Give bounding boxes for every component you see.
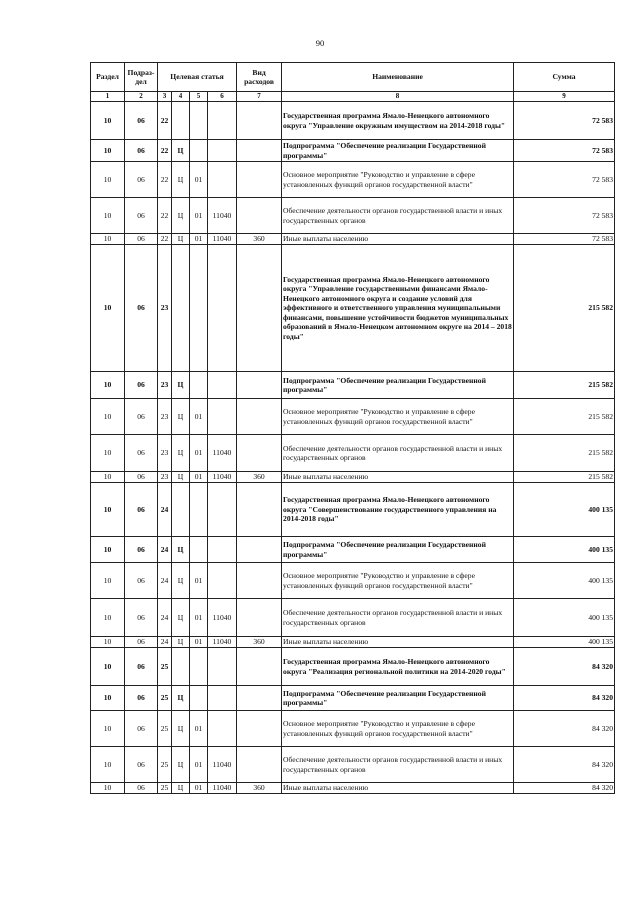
direction-code-cell: 11040: [208, 435, 237, 472]
razdel-cell: 10: [91, 637, 125, 648]
event-code-cell: 01: [190, 472, 208, 483]
podrazdel-cell: 06: [125, 472, 158, 483]
event-code-cell: [190, 483, 208, 537]
program-code-cell: 24: [158, 599, 172, 637]
program-code-cell: 23: [158, 245, 172, 372]
program-code-cell: 22: [158, 140, 172, 162]
podrazdel-cell: 06: [125, 783, 158, 794]
program-code-cell: 24: [158, 537, 172, 563]
sum-cell: 215 582: [514, 472, 615, 483]
table-row: [91, 162, 615, 198]
header-name: Наименование: [282, 63, 514, 92]
subprogram-code-cell: [172, 245, 190, 372]
sum-cell: 215 582: [514, 399, 615, 435]
subprogram-code-cell: Ц: [172, 162, 190, 198]
event-code-cell: 01: [190, 162, 208, 198]
direction-code-cell: [208, 372, 237, 399]
podrazdel-cell: 06: [125, 162, 158, 198]
sum-cell: 72 583: [514, 140, 615, 162]
expense-type-cell: [237, 140, 282, 162]
program-code-cell: 22: [158, 102, 172, 140]
table-row: [91, 472, 615, 483]
event-code-cell: 01: [190, 637, 208, 648]
program-code-cell: 25: [158, 747, 172, 783]
podrazdel-cell: 06: [125, 399, 158, 435]
subprogram-code-cell: Ц: [172, 399, 190, 435]
razdel-cell: 10: [91, 372, 125, 399]
name-cell: Основное мероприятие "Руководство и управление в сфере установленных функций органов государственной власти": [282, 399, 514, 435]
razdel-cell: 10: [91, 472, 125, 483]
sum-cell: 84 320: [514, 711, 615, 747]
name-cell: Иные выплаты населению: [282, 783, 514, 794]
podrazdel-cell: 06: [125, 686, 158, 711]
direction-code-cell: [208, 245, 237, 372]
name-cell: Государственная программа Ямало-Ненецкого автономного округа "Реализация региональной политики на 2014-2020 годы": [282, 648, 514, 686]
expense-type-cell: [237, 245, 282, 372]
podrazdel-cell: 06: [125, 711, 158, 747]
event-code-cell: 01: [190, 198, 208, 234]
direction-code-cell: [208, 537, 237, 563]
program-code-cell: 23: [158, 435, 172, 472]
program-code-cell: 25: [158, 783, 172, 794]
razdel-cell: 10: [91, 648, 125, 686]
direction-code-cell: [208, 162, 237, 198]
podrazdel-cell: 06: [125, 483, 158, 537]
subprogram-code-cell: Ц: [172, 140, 190, 162]
razdel-cell: 10: [91, 162, 125, 198]
event-code-cell: 01: [190, 599, 208, 637]
column-number: 4: [172, 92, 190, 102]
expense-type-cell: [237, 537, 282, 563]
razdel-cell: 10: [91, 537, 125, 563]
name-cell: Обеспечение деятельности органов государственной власти и иных государственных органов: [282, 435, 514, 472]
razdel-cell: 10: [91, 245, 125, 372]
expense-type-cell: 360: [237, 472, 282, 483]
expense-type-cell: 360: [237, 234, 282, 245]
table-row: [91, 537, 615, 563]
header-podrazdel: Подраз-дел: [125, 63, 158, 92]
header-sum: Сумма: [514, 63, 615, 92]
podrazdel-cell: 06: [125, 234, 158, 245]
razdel-cell: 10: [91, 102, 125, 140]
direction-code-cell: [208, 563, 237, 599]
podrazdel-cell: 06: [125, 599, 158, 637]
program-code-cell: 23: [158, 399, 172, 435]
sum-cell: 400 135: [514, 483, 615, 537]
event-code-cell: [190, 140, 208, 162]
sum-cell: 400 135: [514, 563, 615, 599]
direction-code-cell: [208, 648, 237, 686]
name-cell: Государственная программа Ямало-Ненецкого автономного округа "Управление государственными финансами Ямало-Ненецкого автономного округа и создание условий для эффективного и ответственного управления муниципальными финансами, повышение устойчивости бюджетов муниципальных образований в Ямало-Ненецком автономном округе на 2014 – 2018 годы": [282, 245, 514, 372]
direction-code-cell: [208, 102, 237, 140]
podrazdel-cell: 06: [125, 637, 158, 648]
subprogram-code-cell: Ц: [172, 537, 190, 563]
expense-type-cell: [237, 435, 282, 472]
header-razdel: Раздел: [91, 63, 125, 92]
expense-type-cell: [237, 162, 282, 198]
event-code-cell: 01: [190, 711, 208, 747]
subprogram-code-cell: Ц: [172, 234, 190, 245]
event-code-cell: [190, 537, 208, 563]
razdel-cell: 10: [91, 399, 125, 435]
subprogram-code-cell: Ц: [172, 783, 190, 794]
sum-cell: 84 320: [514, 783, 615, 794]
table-row: [91, 399, 615, 435]
sum-cell: 84 320: [514, 686, 615, 711]
program-code-cell: 24: [158, 637, 172, 648]
event-code-cell: [190, 372, 208, 399]
expense-type-cell: [237, 102, 282, 140]
program-code-cell: 22: [158, 198, 172, 234]
razdel-cell: 10: [91, 435, 125, 472]
column-number: 8: [282, 92, 514, 102]
name-cell: Основное мероприятие "Руководство и управление в сфере установленных функций органов государственной власти": [282, 563, 514, 599]
subprogram-code-cell: Ц: [172, 372, 190, 399]
name-cell: Иные выплаты населению: [282, 234, 514, 245]
table-row: [91, 563, 615, 599]
razdel-cell: 10: [91, 198, 125, 234]
table-row: [91, 747, 615, 783]
subprogram-code-cell: Ц: [172, 599, 190, 637]
direction-code-cell: 11040: [208, 747, 237, 783]
expense-type-cell: [237, 483, 282, 537]
podrazdel-cell: 06: [125, 372, 158, 399]
program-code-cell: 23: [158, 372, 172, 399]
table-header-row: [91, 63, 615, 92]
expense-type-cell: [237, 563, 282, 599]
sum-cell: 84 320: [514, 747, 615, 783]
event-code-cell: [190, 648, 208, 686]
expense-type-cell: [237, 399, 282, 435]
subprogram-code-cell: Ц: [172, 686, 190, 711]
sum-cell: 84 320: [514, 648, 615, 686]
direction-code-cell: [208, 483, 237, 537]
page-number: 90: [315, 38, 325, 48]
column-number: 7: [237, 92, 282, 102]
direction-code-cell: 11040: [208, 599, 237, 637]
event-code-cell: 01: [190, 747, 208, 783]
razdel-cell: 10: [91, 747, 125, 783]
direction-code-cell: [208, 686, 237, 711]
table-row: [91, 648, 615, 686]
subprogram-code-cell: Ц: [172, 637, 190, 648]
column-number: 2: [125, 92, 158, 102]
direction-code-cell: 11040: [208, 472, 237, 483]
program-code-cell: 24: [158, 483, 172, 537]
event-code-cell: 01: [190, 234, 208, 245]
subprogram-code-cell: [172, 648, 190, 686]
direction-code-cell: [208, 711, 237, 747]
column-number: 3: [158, 92, 172, 102]
column-number: 6: [208, 92, 237, 102]
column-number: 9: [514, 92, 615, 102]
event-code-cell: [190, 686, 208, 711]
sum-cell: 400 135: [514, 537, 615, 563]
podrazdel-cell: 06: [125, 198, 158, 234]
expense-type-cell: [237, 648, 282, 686]
table-row: [91, 711, 615, 747]
sum-cell: 215 582: [514, 435, 615, 472]
expense-type-cell: [237, 747, 282, 783]
expense-type-cell: 360: [237, 783, 282, 794]
expense-type-cell: [237, 372, 282, 399]
direction-code-cell: [208, 140, 237, 162]
event-code-cell: [190, 102, 208, 140]
name-cell: Иные выплаты населению: [282, 637, 514, 648]
sum-cell: 400 135: [514, 599, 615, 637]
razdel-cell: 10: [91, 783, 125, 794]
podrazdel-cell: 06: [125, 563, 158, 599]
name-cell: Иные выплаты населению: [282, 472, 514, 483]
name-cell: Государственная программа Ямало-Ненецкого автономного округа "Совершенствование государственного управления на 2014-2018 годы": [282, 483, 514, 537]
razdel-cell: 10: [91, 140, 125, 162]
table-row: [91, 234, 615, 245]
table-row: [91, 140, 615, 162]
razdel-cell: 10: [91, 563, 125, 599]
podrazdel-cell: 06: [125, 102, 158, 140]
sum-cell: 72 583: [514, 102, 615, 140]
sum-cell: 215 582: [514, 245, 615, 372]
name-cell: Подпрограмма "Обеспечение реализации Государственной программы": [282, 537, 514, 563]
header-expense-type: Вид расходов: [237, 63, 282, 92]
podrazdel-cell: 06: [125, 140, 158, 162]
table-row: [91, 637, 615, 648]
subprogram-code-cell: [172, 102, 190, 140]
program-code-cell: 25: [158, 648, 172, 686]
table-row: [91, 245, 615, 372]
table-row: [91, 198, 615, 234]
sum-cell: 400 135: [514, 637, 615, 648]
table-row: [91, 599, 615, 637]
name-cell: Государственная программа Ямало-Ненецкого автономного округа "Управление окружным имуществом на 2014-2018 годы": [282, 102, 514, 140]
expense-type-cell: [237, 711, 282, 747]
name-cell: Основное мероприятие "Руководство и управление в сфере установленных функций органов государственной власти": [282, 162, 514, 198]
name-cell: Основное мероприятие "Руководство и управление в сфере установленных функций органов государственной власти": [282, 711, 514, 747]
sum-cell: 72 583: [514, 162, 615, 198]
sum-cell: 72 583: [514, 198, 615, 234]
program-code-cell: 22: [158, 162, 172, 198]
table-row: [91, 783, 615, 794]
table-row: [91, 102, 615, 140]
podrazdel-cell: 06: [125, 747, 158, 783]
column-number-row: [91, 92, 615, 102]
name-cell: Подпрограмма "Обеспечение реализации Государственной программы": [282, 140, 514, 162]
name-cell: Подпрограмма "Обеспечение реализации Государственной программы": [282, 686, 514, 711]
direction-code-cell: 11040: [208, 637, 237, 648]
name-cell: Обеспечение деятельности органов государственной власти и иных государственных органов: [282, 198, 514, 234]
podrazdel-cell: 06: [125, 245, 158, 372]
subprogram-code-cell: Ц: [172, 435, 190, 472]
sum-cell: 215 582: [514, 372, 615, 399]
razdel-cell: 10: [91, 234, 125, 245]
table-row: [91, 483, 615, 537]
subprogram-code-cell: Ц: [172, 198, 190, 234]
subprogram-code-cell: Ц: [172, 563, 190, 599]
event-code-cell: 01: [190, 563, 208, 599]
subprogram-code-cell: Ц: [172, 711, 190, 747]
budget-table: [90, 62, 615, 794]
table-row: [91, 686, 615, 711]
razdel-cell: 10: [91, 483, 125, 537]
table-row: [91, 435, 615, 472]
direction-code-cell: 11040: [208, 198, 237, 234]
event-code-cell: [190, 245, 208, 372]
razdel-cell: 10: [91, 686, 125, 711]
direction-code-cell: 11040: [208, 234, 237, 245]
program-code-cell: 22: [158, 234, 172, 245]
column-number: 5: [190, 92, 208, 102]
event-code-cell: 01: [190, 399, 208, 435]
subprogram-code-cell: Ц: [172, 472, 190, 483]
subprogram-code-cell: Ц: [172, 747, 190, 783]
table-row: [91, 372, 615, 399]
program-code-cell: 25: [158, 686, 172, 711]
event-code-cell: 01: [190, 783, 208, 794]
podrazdel-cell: 06: [125, 435, 158, 472]
program-code-cell: 25: [158, 711, 172, 747]
name-cell: Обеспечение деятельности органов государственной власти и иных государственных органов: [282, 747, 514, 783]
razdel-cell: 10: [91, 599, 125, 637]
podrazdel-cell: 06: [125, 648, 158, 686]
column-number: 1: [91, 92, 125, 102]
table-body: [91, 102, 615, 794]
name-cell: Подпрограмма "Обеспечение реализации Государственной программы": [282, 372, 514, 399]
subprogram-code-cell: [172, 483, 190, 537]
header-target-article: Целевая статья: [158, 63, 237, 92]
direction-code-cell: 11040: [208, 783, 237, 794]
program-code-cell: 23: [158, 472, 172, 483]
expense-type-cell: [237, 198, 282, 234]
program-code-cell: 24: [158, 563, 172, 599]
expense-type-cell: [237, 686, 282, 711]
event-code-cell: 01: [190, 435, 208, 472]
sum-cell: 72 583: [514, 234, 615, 245]
razdel-cell: 10: [91, 711, 125, 747]
expense-type-cell: 360: [237, 637, 282, 648]
direction-code-cell: [208, 399, 237, 435]
podrazdel-cell: 06: [125, 537, 158, 563]
name-cell: Обеспечение деятельности органов государственной власти и иных государственных органов: [282, 599, 514, 637]
expense-type-cell: [237, 599, 282, 637]
